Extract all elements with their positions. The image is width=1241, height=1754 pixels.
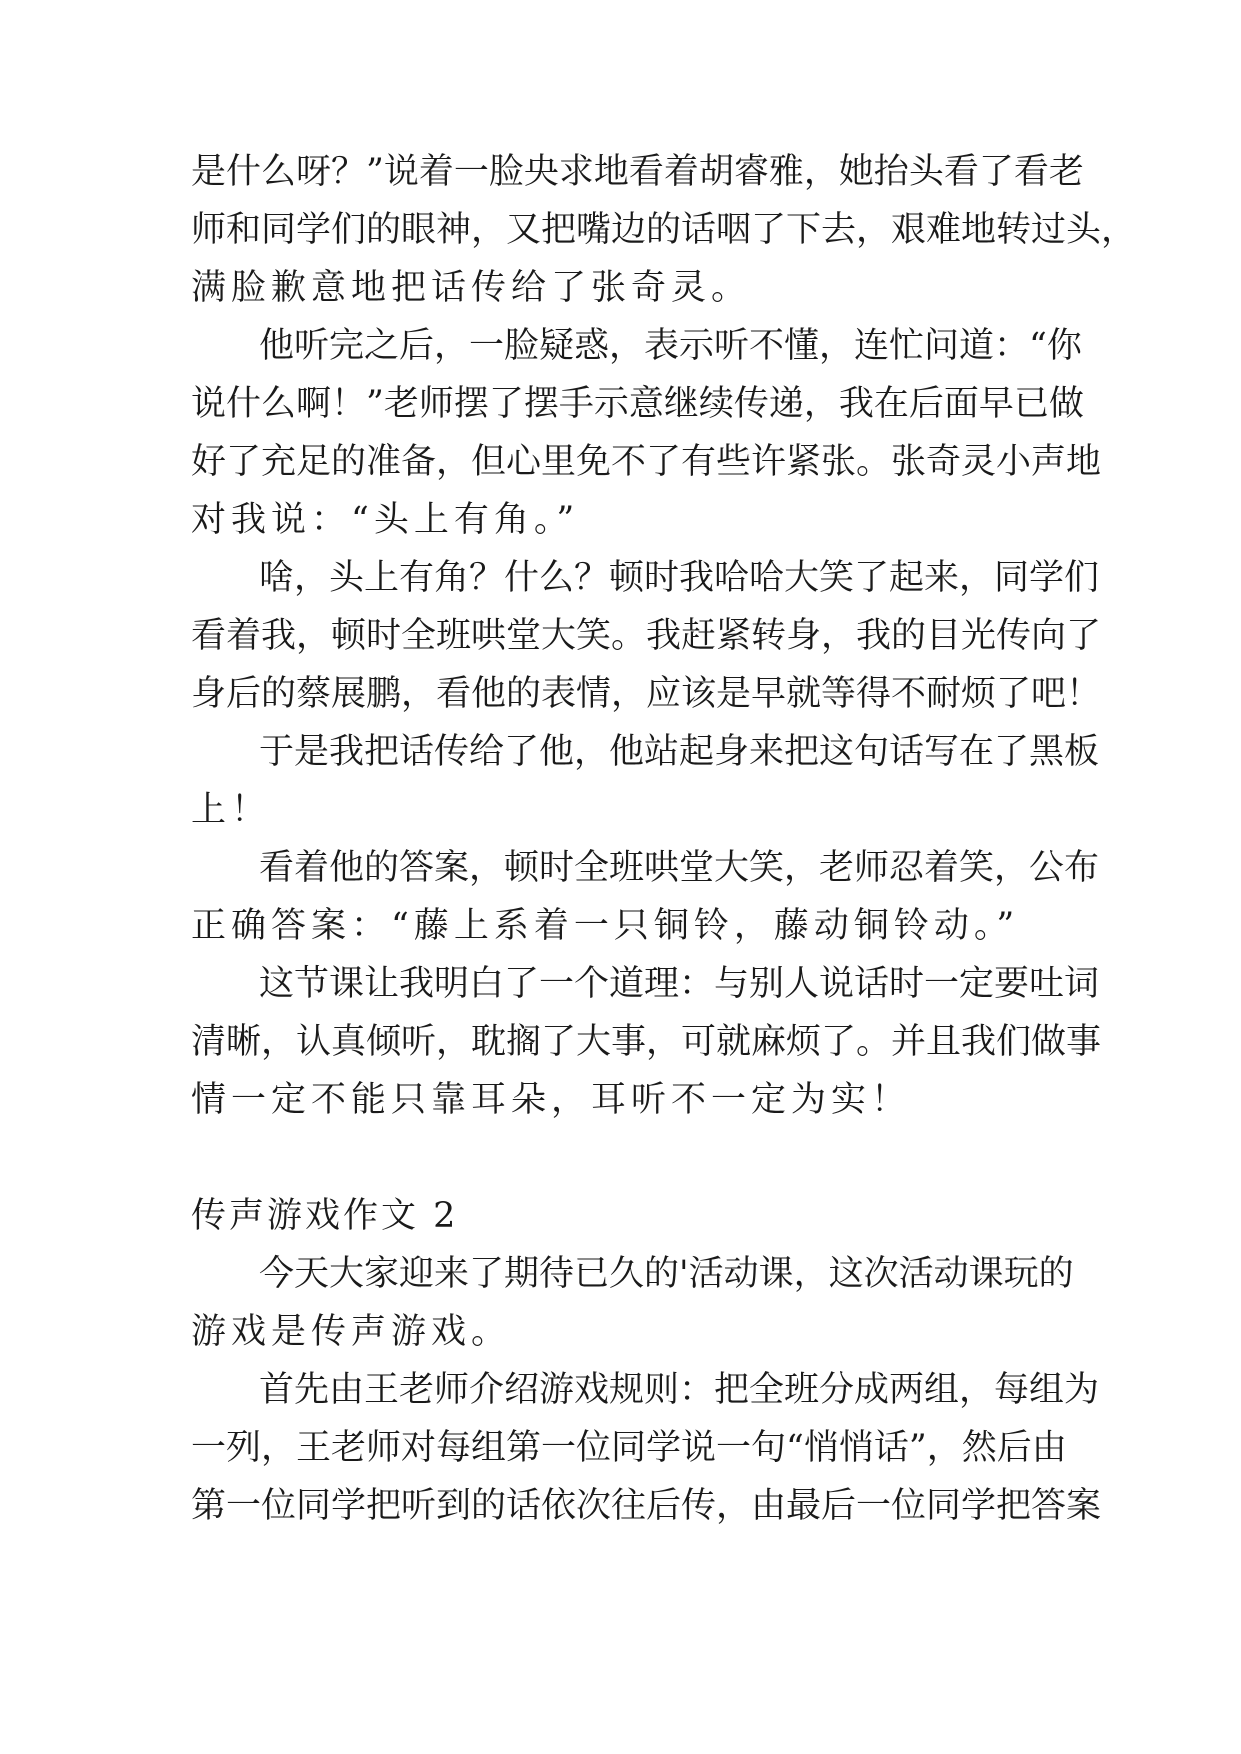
text-line: 看着他的答案，顿时全班哄堂大笑，老师忍着笑，公布 <box>259 848 1100 888</box>
text-line: 上！ <box>191 790 272 830</box>
text-line: 好了充足的准备，但心里免不了有些许紧张。张奇灵小声地 <box>191 442 1102 482</box>
text-line: 他听完之后，一脸疑惑，表示听不懂，连忙问道：“你 <box>259 326 1082 366</box>
text-line: 首先由王老师介绍游戏规则：把全班分成两组，每组为 <box>259 1370 1100 1410</box>
text-line: 这节课让我明白了一个道理：与别人说话时一定要吐词 <box>259 964 1100 1004</box>
text-line: 看着我，顿时全班哄堂大笑。我赶紧转身，我的目光传向了 <box>191 616 1102 656</box>
text-line: 今天大家迎来了期待已久的'活动课，这次活动课玩的 <box>259 1254 1074 1294</box>
text-line: 游戏是传声游戏。 <box>191 1312 512 1352</box>
text-line: 师和同学们的眼神，又把嘴边的话咽了下去，艰难地转过头， <box>191 210 1137 250</box>
text-line: 第一位同学把听到的话依次往后传，由最后一位同学把答案 <box>191 1486 1102 1526</box>
text-line: 身后的蔡展鹏，看他的表情，应该是早就等得不耐烦了吧！ <box>191 674 1102 714</box>
text-line: 满脸歉意地把话传给了张奇灵。 <box>191 268 752 308</box>
section-heading: 传声游戏作文 2 <box>191 1196 459 1236</box>
text-line: 情一定不能只靠耳朵，耳听不一定为实！ <box>191 1080 912 1120</box>
text-line: 啥，头上有角？什么？顿时我哈哈大笑了起来，同学们 <box>259 558 1100 598</box>
text-line: 对我说：“头上有角。” <box>191 500 580 540</box>
text-line: 于是我把话传给了他，他站起身来把这句话写在了黑板 <box>259 732 1100 772</box>
text-line: 是什么呀？”说着一脸央求地看着胡睿雅，她抬头看了看老 <box>191 152 1084 192</box>
text-line: 正确答案：“藤上系着一只铜铃，藤动铜铃动。” <box>191 906 1020 946</box>
text-line: 清晰，认真倾听，耽搁了大事，可就麻烦了。并且我们做事 <box>191 1022 1102 1062</box>
text-line: 一列，王老师对每组第一位同学说一句“悄悄话”，然后由 <box>191 1428 1067 1468</box>
text-line: 说什么啊！”老师摆了摆手示意继续传递，我在后面早已做 <box>191 384 1084 424</box>
